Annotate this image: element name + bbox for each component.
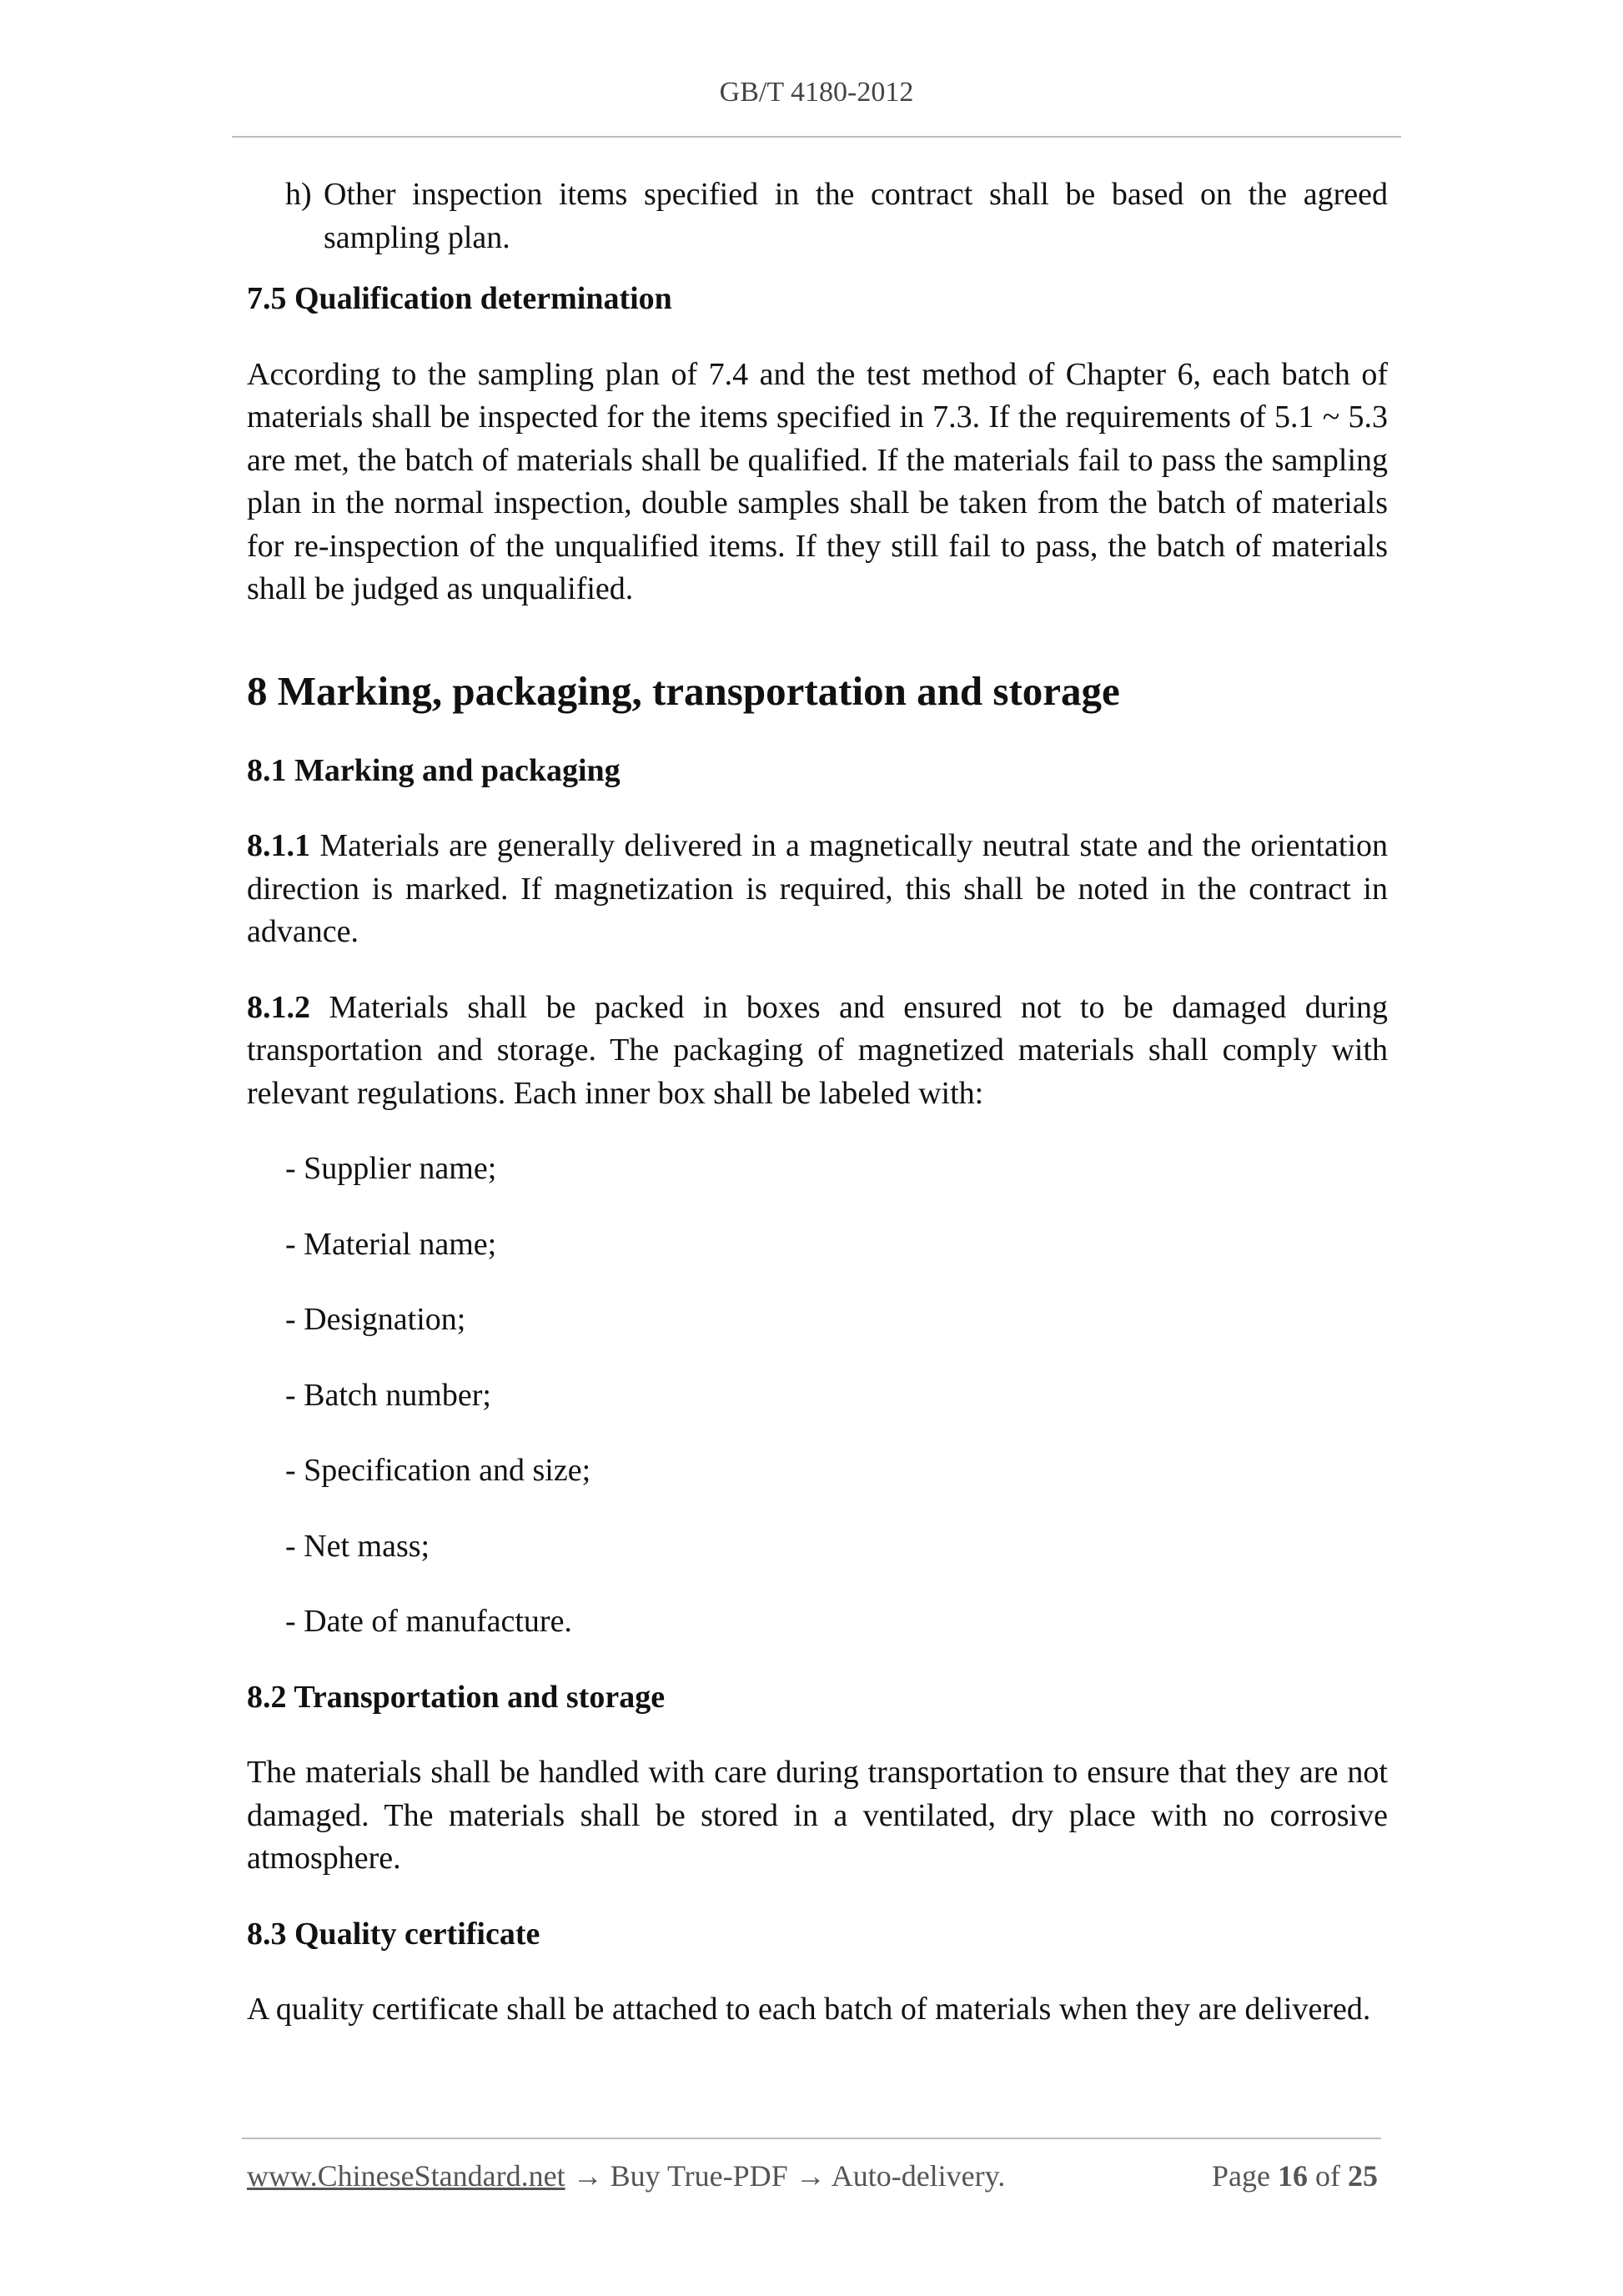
list-item: - Specification and size;	[285, 1453, 591, 1488]
page-number: 16	[1278, 2159, 1308, 2193]
list-item: - Designation;	[285, 1302, 466, 1337]
list-item: - Net mass;	[285, 1528, 430, 1564]
section-8-3-body: A quality certificate shall be attached to each batch of materials when they are delivered.	[247, 1992, 1371, 2027]
section-8-2-heading: 8.2 Transportation and storage	[247, 1679, 666, 1715]
total-pages: 25	[1348, 2159, 1378, 2193]
arrow-right-icon: →	[572, 2159, 603, 2193]
clause-number: 8.1.1	[247, 828, 310, 863]
section-8-3-heading: 8.3 Quality certificate	[247, 1916, 540, 1952]
buy-pdf-link[interactable]: Buy True-PDF	[610, 2159, 788, 2193]
section-8-heading: 8 Marking, packaging, transportation and storage	[247, 667, 1120, 714]
arrow-right-icon: →	[795, 2159, 826, 2193]
list-item: - Supplier name;	[285, 1151, 497, 1186]
clause-number: 8.1.2	[247, 989, 310, 1025]
footer-promo	[247, 2158, 1005, 2193]
list-item-h	[247, 173, 1388, 259]
section-7-5-heading: 7.5 Qualification determination	[247, 281, 672, 316]
header-divider	[232, 136, 1401, 138]
section-8-1-heading: 8.1 Marking and packaging	[247, 752, 621, 788]
list-item: - Material name;	[285, 1226, 497, 1262]
list-item: - Batch number;	[285, 1377, 491, 1413]
auto-delivery-text: Auto-delivery.	[831, 2159, 1006, 2193]
document-body	[247, 173, 1388, 2032]
label-list	[247, 1148, 1388, 1644]
list-item: - Date of manufacture.	[285, 1604, 572, 1639]
clause-text: Materials shall be packed in boxes and ensured not to be damaged during transportation and storage. The packaging of magnetized materials shall comply with relevant regulations. Each inner box shall be labeled with:	[247, 989, 1388, 1111]
page-indicator	[1212, 2158, 1378, 2193]
website-link[interactable]: www.ChineseStandard.net	[247, 2159, 565, 2193]
of-label: of	[1315, 2159, 1340, 2193]
section-8-2-body: The materials shall be handled with care during transportation to ensure that they are not damaged. The materials shall be stored in a ventilated, dry place with no corrosive atmosphere.	[247, 1755, 1388, 1876]
list-item-text: Other inspection items specified in the contract shall be based on the agreed sampling plan.	[324, 177, 1388, 255]
list-marker: h)	[285, 177, 312, 212]
page-header: GB/T 4180-2012	[719, 77, 914, 108]
section-7-5-body: According to the sampling plan of 7.4 and the test method of Chapter 6, each batch of materials shall be inspected for the items specified in 7.3. If the requirements of 5.1 ~ 5.3 are met, the batch of materials shall be qualified. If the materials fail to pass the sampling plan in the normal inspection, double samples shall be taken from the batch of materials for re-inspection of the unqualified items. If they still fail to pass, the batch of materials shall be judged as unqualified.	[247, 356, 1388, 606]
clause-8-1-2	[247, 987, 1388, 1116]
clause-text: Materials are generally delivered in a magnetically neutral state and the orientation direction is marked. If magnetization is required, this shall be noted in the contract in advance.	[247, 828, 1388, 949]
page-label: Page	[1212, 2159, 1270, 2193]
clause-8-1-1	[247, 825, 1388, 954]
footer-divider	[242, 2138, 1381, 2139]
